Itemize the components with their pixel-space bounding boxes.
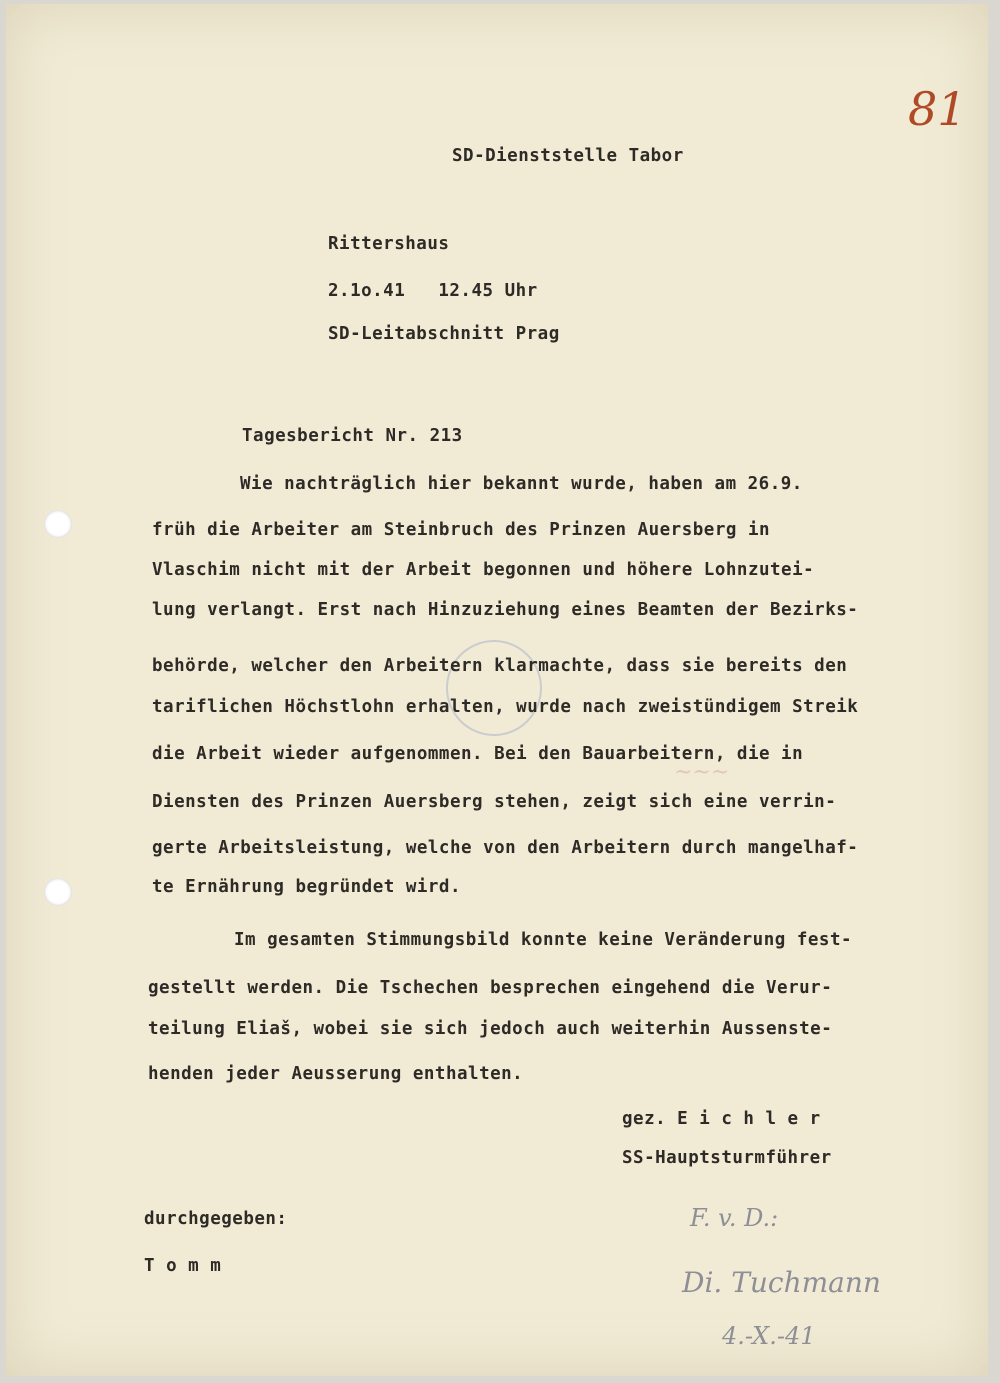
- paragraph-line: lung verlangt. Erst nach Hinzuziehung eines Beamten der Bezirks-: [152, 600, 859, 620]
- report-title: Tagesbericht Nr. 213: [242, 426, 463, 446]
- document-page: [6, 4, 988, 1376]
- paragraph-line: te Ernährung begründet wird.: [152, 877, 462, 897]
- transmitted-by: T o m m: [144, 1256, 222, 1276]
- office-header: SD-Dienststelle Tabor: [452, 146, 684, 166]
- paragraph-line: früh die Arbeiter am Steinbruch des Prinzen Auersberg in: [152, 520, 771, 540]
- paragraph-line: henden jeder Aeusserung enthalten.: [148, 1064, 524, 1084]
- date-time: 2.1o.41 12.45 Uhr: [328, 281, 538, 301]
- signature-rank: SS-Hauptsturmführer: [622, 1148, 832, 1168]
- paragraph-line: die Arbeit wieder aufgenommen. Bei den Bauarbeitern, die in: [152, 744, 804, 764]
- paragraph-line: behörde, welcher den Arbeitern klarmachte, dass sie bereits den: [152, 656, 848, 676]
- page-number: 81: [908, 82, 967, 136]
- recipient: Rittershaus: [328, 234, 450, 254]
- handwritten-date: 4.-X.-41: [722, 1322, 816, 1350]
- paragraph-line: Wie nachträglich hier bekannt wurde, haben am 26.9.: [240, 474, 803, 494]
- faint-pink-stamp: ~~~: [674, 760, 730, 785]
- paragraph-line: gerte Arbeitsleistung, welche von den Arbeitern durch mangelhaf-: [152, 838, 859, 858]
- transmitted-label: durchgegeben:: [144, 1209, 288, 1229]
- handwritten-signature: Di. Tuchmann: [682, 1266, 881, 1299]
- punch-hole: [44, 510, 72, 538]
- paragraph-line: Vlaschim nicht mit der Arbeit begonnen und höhere Lohnzutei-: [152, 560, 815, 580]
- paragraph-line: tariflichen Höchstlohn erhalten, wurde nach zweistündigem Streik: [152, 697, 859, 717]
- paragraph-line: gestellt werden. Die Tschechen besprechen eingehend die Verur-: [148, 978, 833, 998]
- signature-name: gez. E i c h l e r: [622, 1109, 821, 1129]
- punch-hole: [44, 878, 72, 906]
- faint-stamp: [446, 640, 542, 736]
- paragraph-line: Diensten des Prinzen Auersberg stehen, zeigt sich eine verrin-: [152, 792, 837, 812]
- paragraph-line: Im gesamten Stimmungsbild konnte keine Veränderung fest-: [234, 930, 853, 950]
- handwritten-note: F. v. D.:: [690, 1204, 779, 1232]
- paragraph-line: teilung Eliaš, wobei sie sich jedoch auch weiterhin Aussenste-: [148, 1019, 833, 1039]
- destination: SD-Leitabschnitt Prag: [328, 324, 560, 344]
